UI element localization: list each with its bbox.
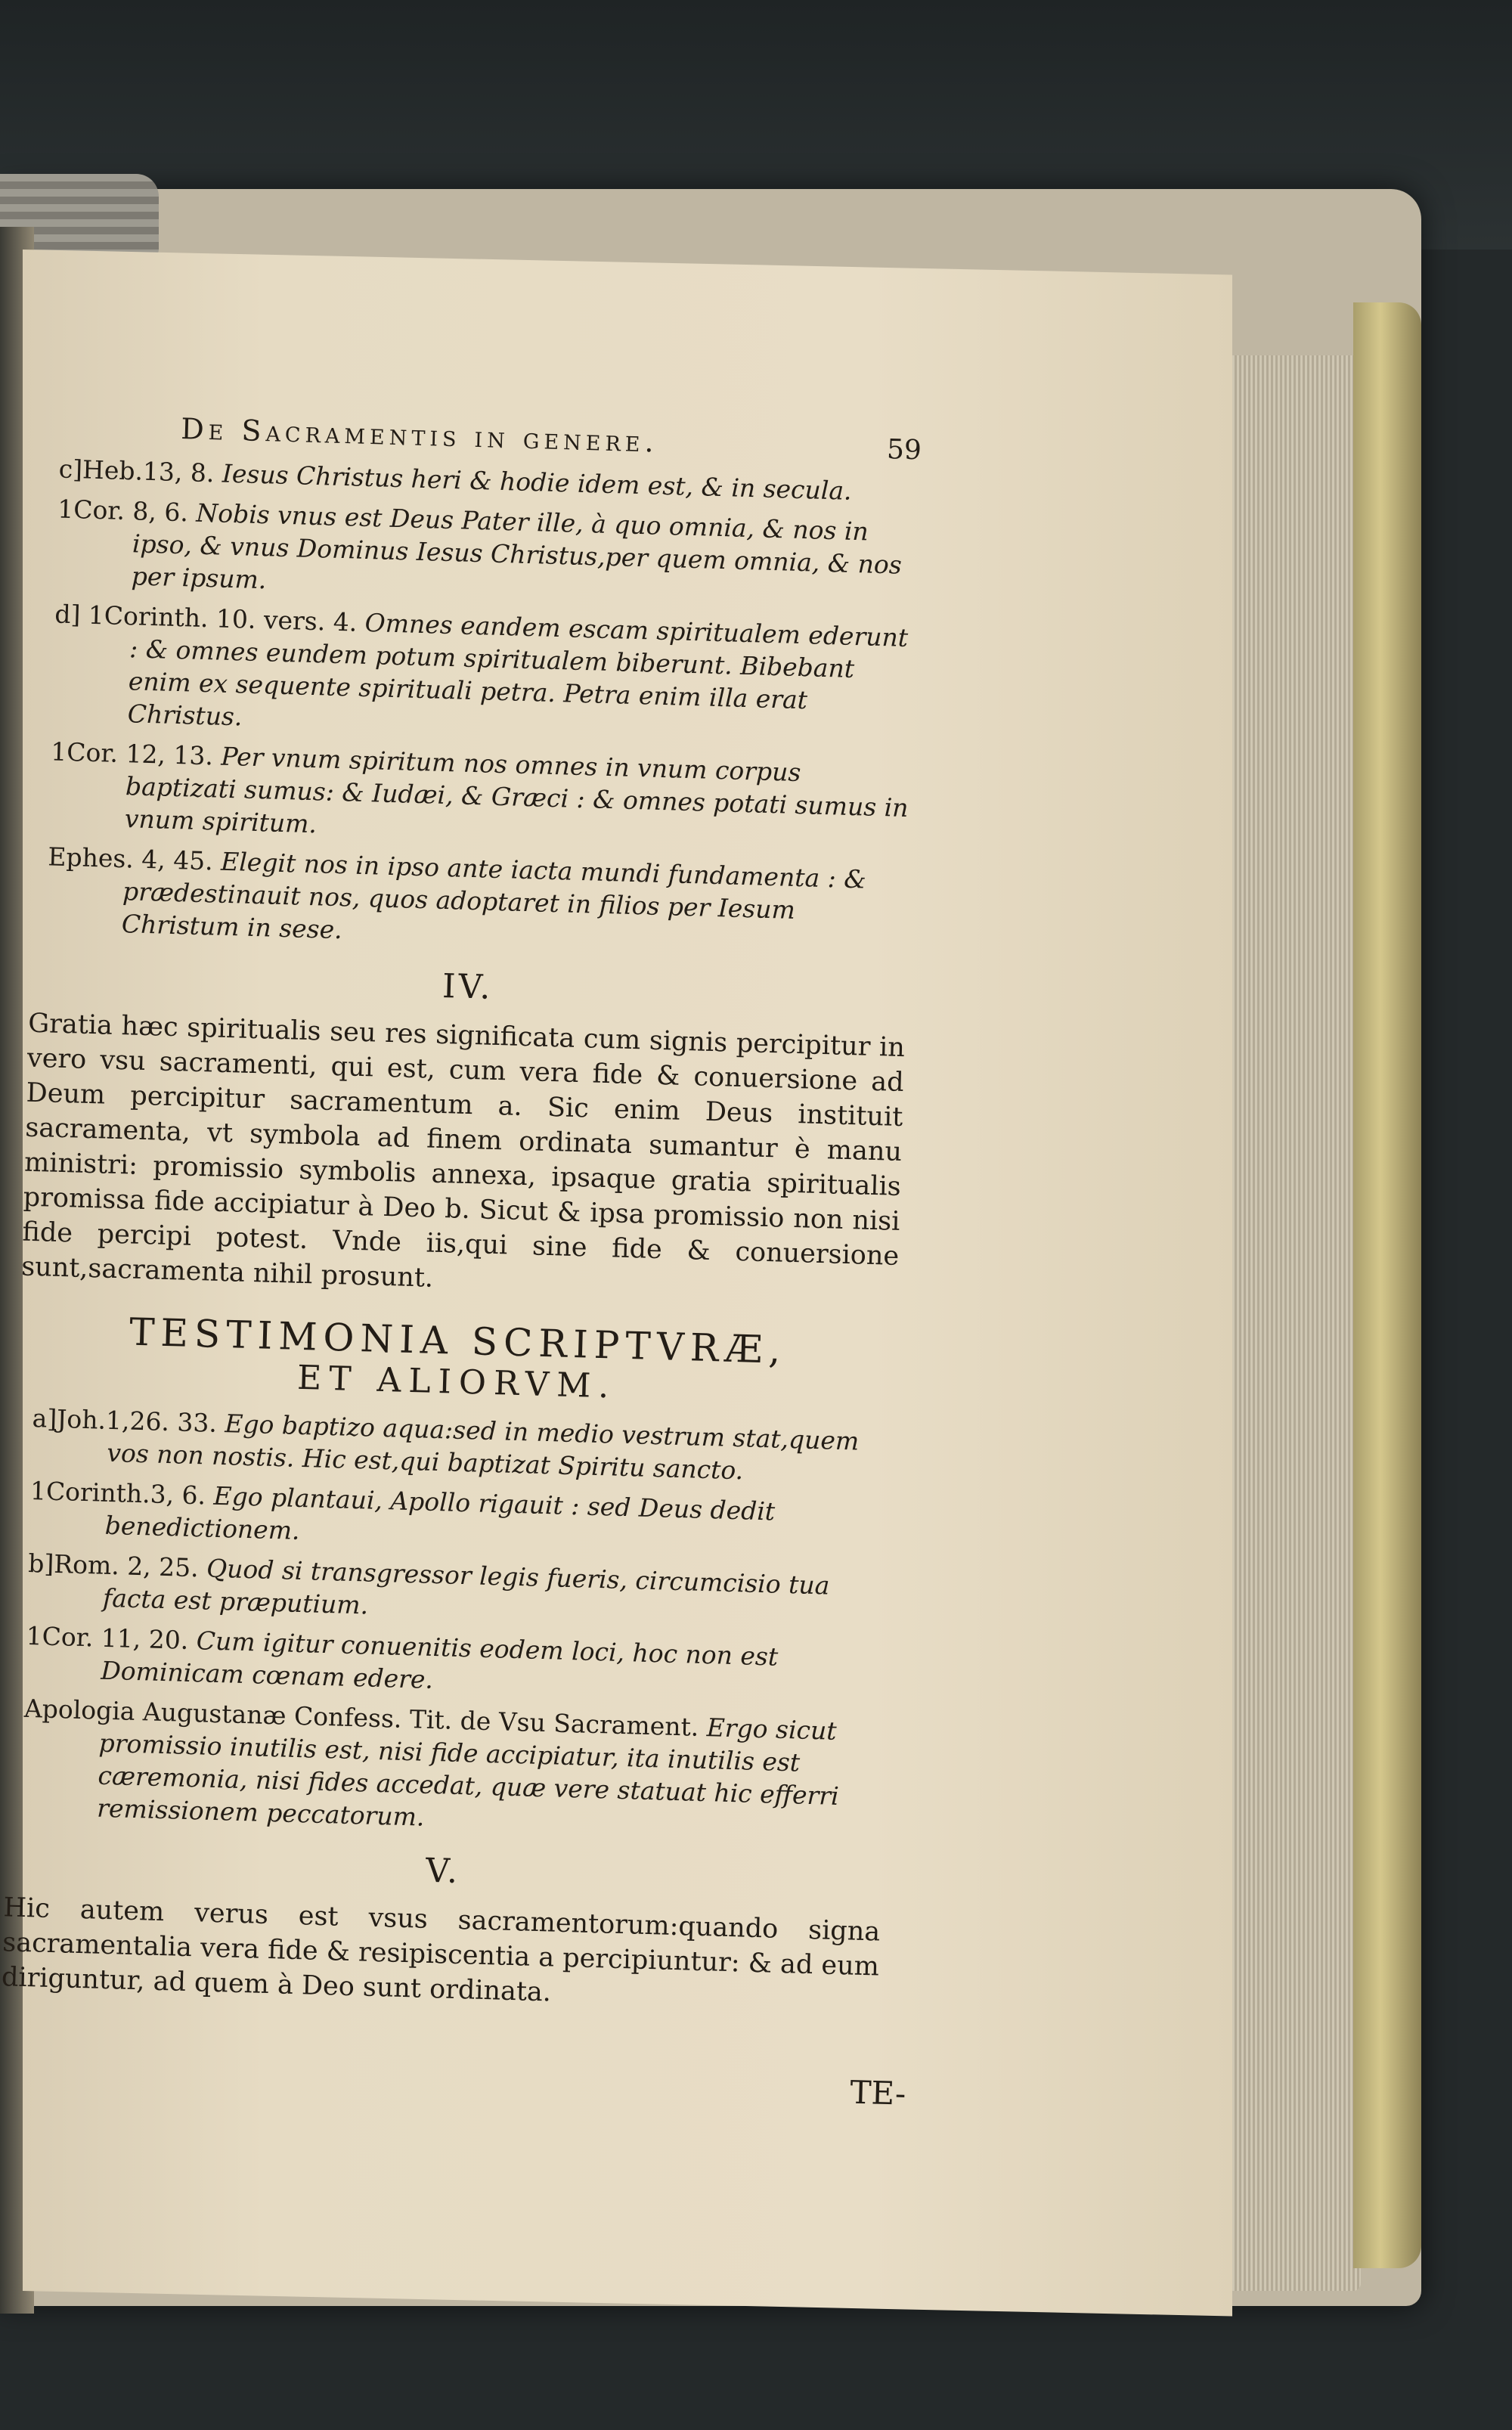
testimonia-title: TESTIMONIA SCRIPTVRÆ, (129, 1310, 788, 1372)
note-reference: b]Rom. 2, 25. (27, 1548, 200, 1583)
scripture-note (40, 492, 919, 614)
note-reference: 1Cor. 12, 13. (50, 736, 214, 771)
note-text: Cum igitur conuenitis eodem loci, hoc non est Dominicam cœnam edere. (100, 1626, 779, 1694)
note-text: Elegit nos in ipso ante iacta mundi fundamenta : & prædestinauit nos, quos adoptaret in filios per Iesum Christum in sese. (121, 846, 867, 945)
section-numeral: V. (425, 1851, 461, 1892)
note-reference: c]Heb.13, 8. (58, 454, 215, 488)
scripture-note (33, 735, 912, 857)
note-text: Nobis vnus est Deus Pater ille, à quo omnia, & nos in ipso, & vnus Dominus Iesus Christus,per quem omnia, & nos per ipsum. (131, 497, 903, 595)
page-number: 59 (886, 434, 922, 466)
running-head: De Sacramentis in genere. (180, 412, 659, 459)
catchword: TE- (849, 2073, 906, 2112)
section-body: Gratia hæc spiritualis seu res significata cum signis percipitur in vero vsu sacramenti, qui est, cum vera fide & conuersione ad Deum percipitur sacramentum a. Sic enim Deus instituit sacramenta, vt symbola ad finem ordinata sumantur è manu ministri: promissio symbolis annexa, ipsaque gratia spiritualis promissa fide accipiatur à Deo b. Sicut & ipsa promissio non nisi fide percipi potest. Vnde iis,qui sine fide & conuersione sunt,sacramenta nihil prosunt. (20, 1008, 906, 1294)
note-reference: 1Corinth.3, 6. (29, 1476, 206, 1511)
testimonia-notes (6, 1401, 894, 1846)
note-text: Per vnum spiritum nos omnes in vnum corpus baptizati sumus: & Iudæi, & Græci : & omnes potati sumus in vnum spiritum. (124, 741, 909, 839)
scripture-note (36, 597, 916, 752)
scripture-note (30, 840, 909, 962)
section-body: Hic autem verus est vsus sacramentorum:quando signa sacramentalia vera fide & resipiscentia a percipiuntur: & ad eum diriguntur, ad quem à Deo sunt ordinata. (1, 1892, 881, 2008)
page-edges (1232, 355, 1361, 2291)
note-reference: Ephes. 4, 45. (47, 842, 214, 876)
note-text: Iesus Christus heri & hodie idem est, & in secula. (222, 458, 853, 506)
note-reference: Apologia Augustanæ Confess. Tit. de Vsu Sacrament. (23, 1693, 699, 1742)
note-text: Quod si transgressor legis fueris, circumcisio tua facta est præputium. (102, 1553, 830, 1620)
note-reference: 1Cor. 11, 20. (26, 1620, 189, 1655)
marginal-notes-top (30, 452, 920, 962)
note-text: Ego baptizo aqua:sed in medio vestrum stat,quem vos non nostis. Hic est,qui baptizat Spiritu sancto. (106, 1409, 860, 1486)
cover-edge (1353, 302, 1421, 2268)
note-text: Ergo sicut promissio inutilis est, nisi fide accipiatur, ita inutilis est cæremonia, nisi fides accedat, quæ vere statuat hic efferri remissionem peccatorum. (96, 1712, 840, 1832)
note-text: Omnes eandem escam spiritualem ederunt : & omnes eundem potum spiritualem biberunt. Bibebant enim ex sequente spirituali petra. Petra enim illa erat Christus. (127, 607, 909, 732)
note-reference: d] 1Corinth. 10. vers. 4. (54, 599, 358, 637)
note-reference: a]Joh.1,26. 33. (32, 1403, 218, 1438)
section-numeral: IV. (442, 966, 494, 1007)
note-text: Ego plantaui, Apollo rigauit : sed Deus dedit benedictionem. (104, 1480, 776, 1545)
note-reference: 1Cor. 8, 6. (57, 494, 189, 528)
page-text (1, 408, 922, 2112)
testimonia-subtitle: ET ALIORVM. (296, 1358, 618, 1406)
scripture-note (6, 1691, 886, 1846)
